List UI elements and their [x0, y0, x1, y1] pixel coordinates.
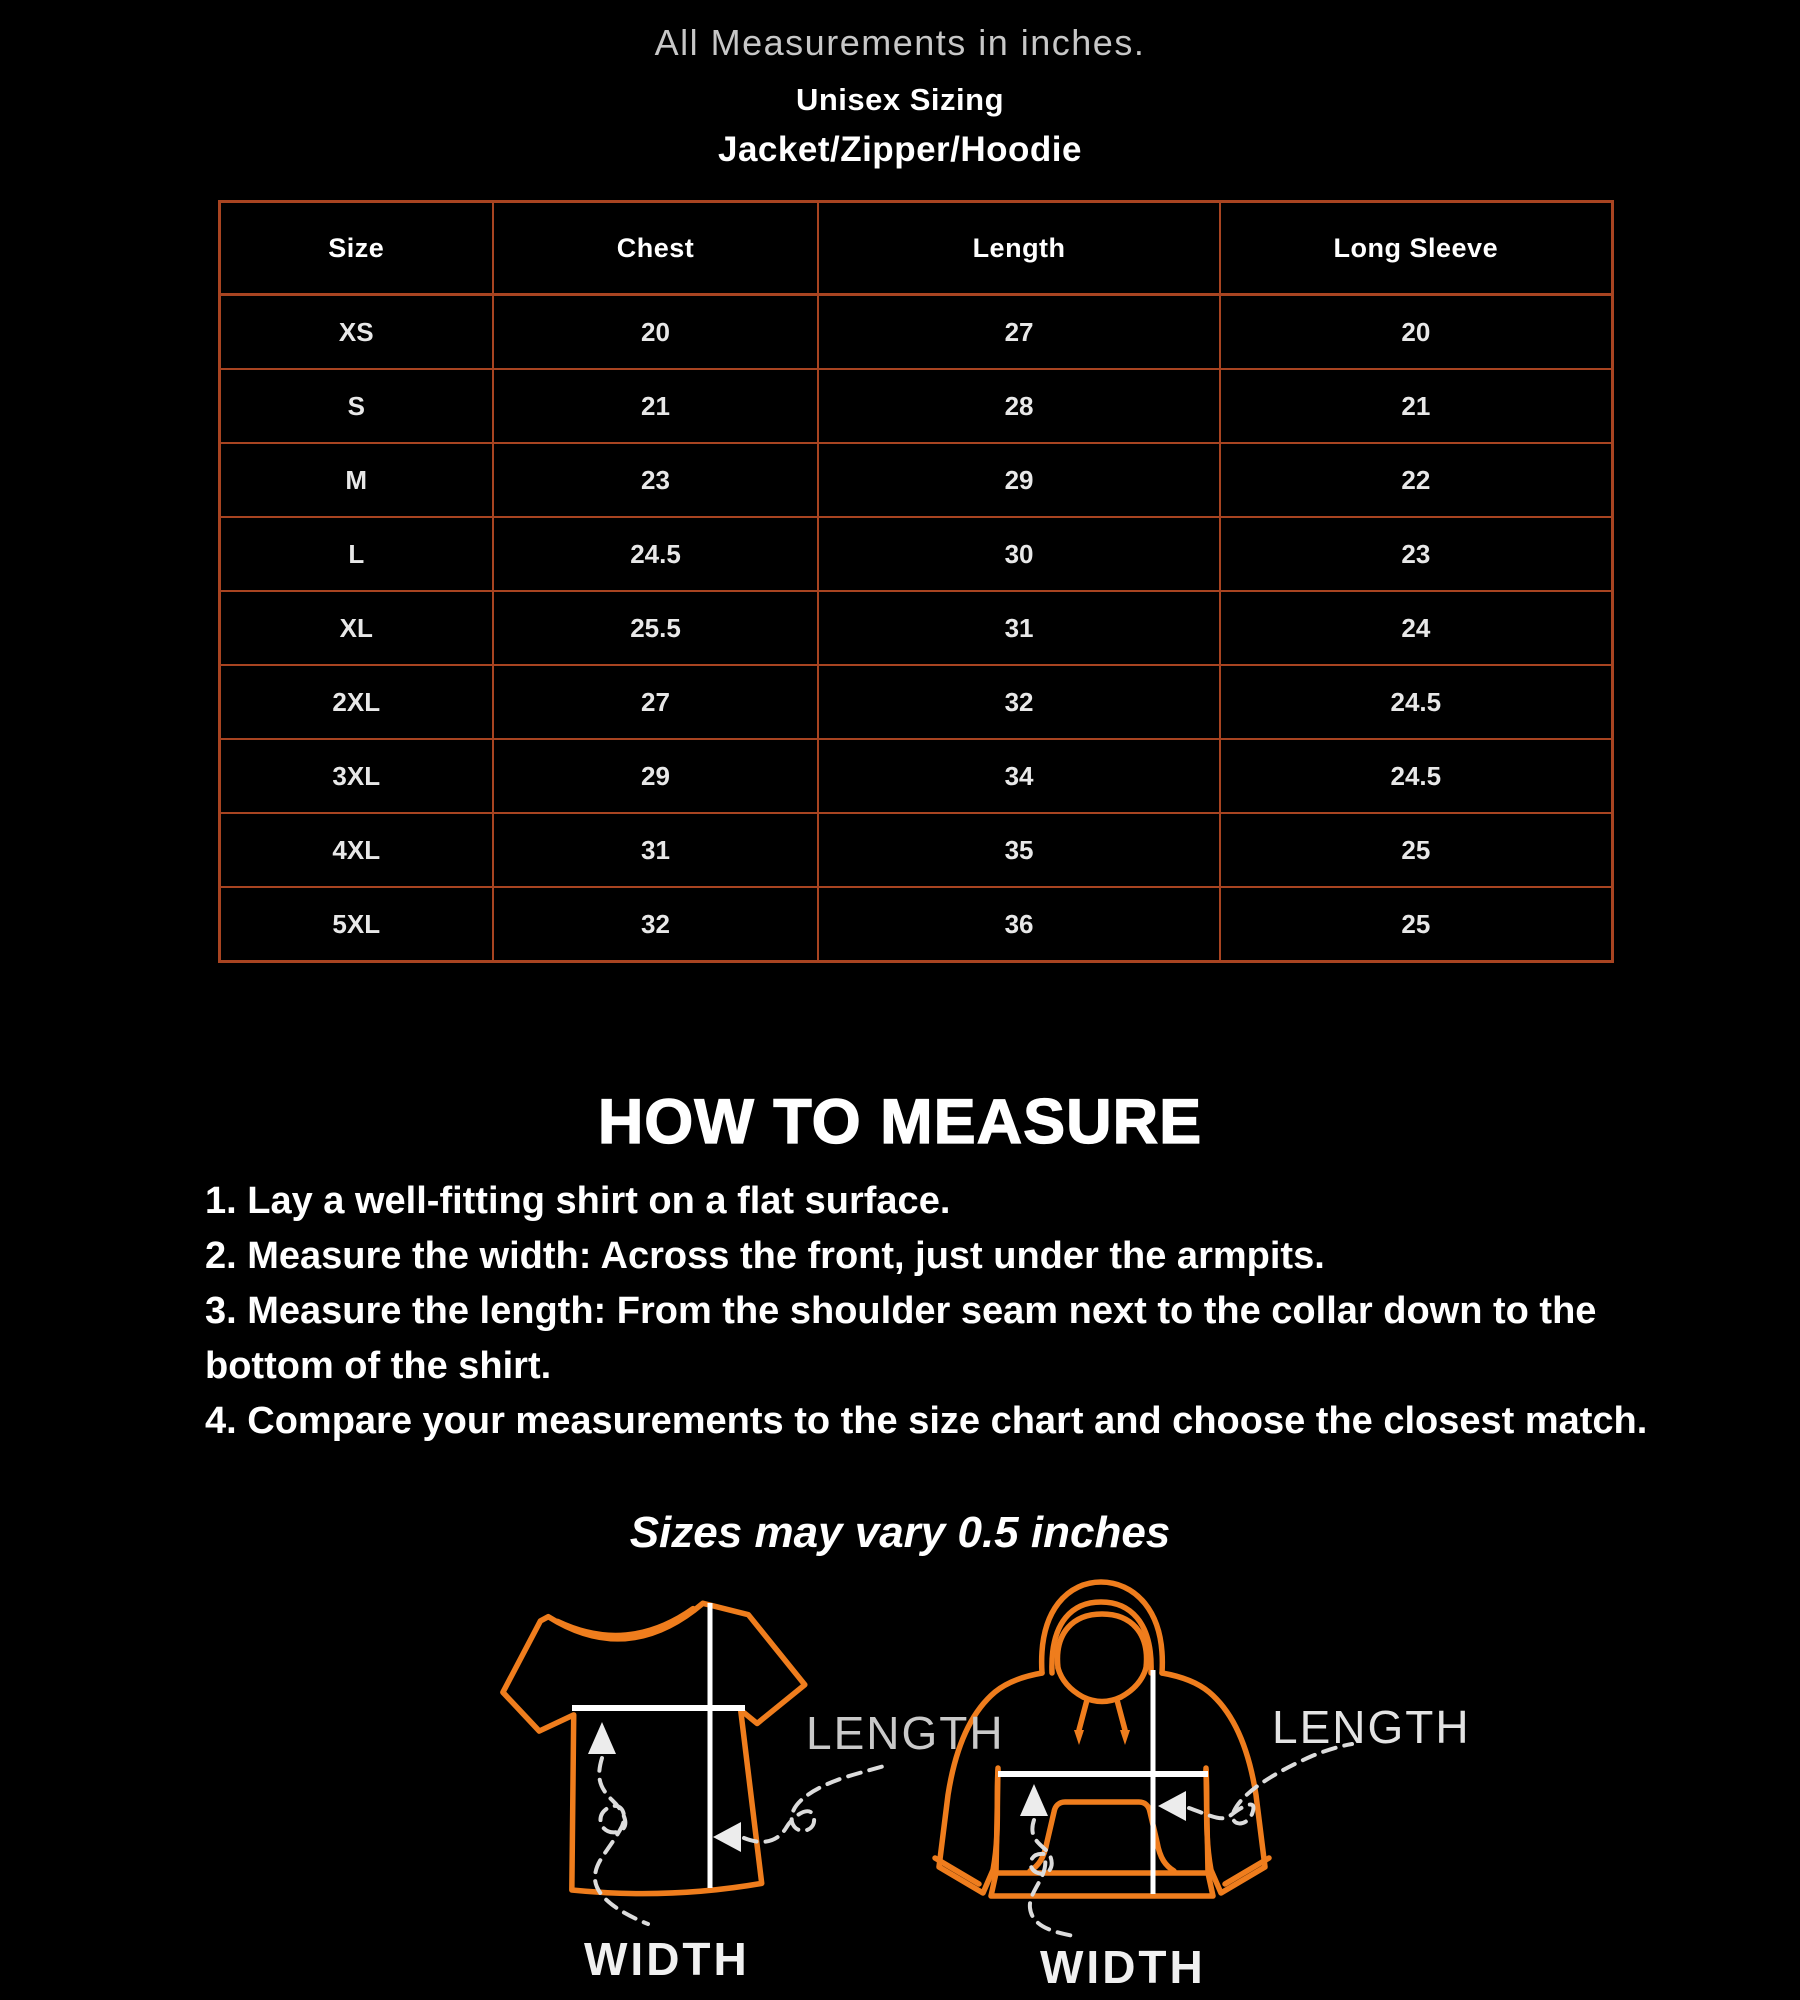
tshirt-length-arrow [713, 1766, 884, 1852]
hoodie-face-opening [1057, 1614, 1146, 1668]
hoodie-drawstring-left [1079, 1700, 1087, 1730]
size-table [218, 200, 1614, 963]
long-sleeve-cell: 20 [1220, 295, 1613, 370]
size-cell: S [220, 369, 493, 443]
table-row [220, 295, 1613, 370]
table-row [220, 591, 1613, 665]
size-cell: 3XL [220, 739, 493, 813]
table-row [220, 443, 1613, 517]
length-cell: 34 [818, 739, 1219, 813]
size-cell: XL [220, 591, 493, 665]
table-row [220, 369, 1613, 443]
tshirt-width-label: WIDTH [584, 1933, 750, 1985]
sizing-subtitle: Unisex Sizing [795, 82, 1005, 117]
hoodie-body-right [1206, 1768, 1208, 1873]
long-sleeve-cell: 23 [1220, 517, 1613, 591]
hoodie-width-arrow [1020, 1784, 1074, 1936]
chest-cell: 23 [493, 443, 819, 517]
measurements-note: All Measurements in inches. [654, 22, 1146, 63]
measure-step-4: 4. Compare your measurements to the size chart and choose the closest match. [205, 1400, 1648, 1442]
hoodie-collar-right [1121, 1668, 1146, 1697]
tshirt-length-label: LENGTH [806, 1707, 1005, 1759]
length-cell: 36 [818, 887, 1219, 962]
size-cell: 2XL [220, 665, 493, 739]
hoodie-drawstring-right [1117, 1700, 1125, 1730]
column-header-length: Length [818, 202, 1219, 295]
length-cell: 27 [818, 295, 1219, 370]
chest-cell: 24.5 [493, 517, 819, 591]
table-row [220, 665, 1613, 739]
hoodie-hem-band [991, 1873, 1213, 1896]
tshirt-outline-icon [500, 1600, 812, 1899]
product-title: Jacket/Zipper/Hoodie [718, 130, 1082, 169]
hoodie-body-left [996, 1768, 998, 1873]
chest-cell: 31 [493, 813, 819, 887]
size-cell: M [220, 443, 493, 517]
long-sleeve-cell: 24 [1220, 591, 1613, 665]
table-row [220, 813, 1613, 887]
table-row [220, 739, 1613, 813]
hoodie-right-sleeve [1162, 1673, 1265, 1893]
measure-step-3: 3. Measure the length: From the shoulder seam next to the collar down to the bottom of the shirt. [205, 1290, 1597, 1387]
column-header-size: Size [220, 202, 493, 295]
size-cell: 5XL [220, 887, 493, 962]
hoodie-collar-left [1058, 1668, 1083, 1697]
length-cell: 29 [818, 443, 1219, 517]
how-to-measure-heading: HOW TO MEASURE [597, 1087, 1203, 1157]
length-cell: 28 [818, 369, 1219, 443]
length-cell: 35 [818, 813, 1219, 887]
long-sleeve-cell: 24.5 [1220, 739, 1613, 813]
long-sleeve-cell: 22 [1220, 443, 1613, 517]
chest-cell: 21 [493, 369, 819, 443]
chest-cell: 27 [493, 665, 819, 739]
long-sleeve-cell: 25 [1220, 813, 1613, 887]
header-row [220, 202, 1613, 295]
long-sleeve-cell: 25 [1220, 887, 1613, 962]
column-header-long-sleeve: Long Sleeve [1220, 202, 1613, 295]
chest-cell: 20 [493, 295, 819, 370]
measure-step-1: 1. Lay a well-fitting shirt on a flat surface. [205, 1180, 951, 1222]
length-cell: 32 [818, 665, 1219, 739]
tshirt-body-outline [500, 1600, 812, 1899]
table-row [220, 887, 1613, 962]
hoodie-width-label: WIDTH [1040, 1941, 1206, 1993]
measure-steps [205, 1174, 1685, 1449]
variance-note: Sizes may vary 0.5 inches [629, 1508, 1171, 1557]
chest-cell: 29 [493, 739, 819, 813]
long-sleeve-cell: 24.5 [1220, 665, 1613, 739]
long-sleeve-cell: 21 [1220, 369, 1613, 443]
hoodie-aglet-left [1074, 1730, 1084, 1745]
table-row [220, 517, 1613, 591]
chest-cell: 25.5 [493, 591, 819, 665]
chest-cell: 32 [493, 887, 819, 962]
size-cell: L [220, 517, 493, 591]
size-cell: 4XL [220, 813, 493, 887]
hoodie-length-label: LENGTH [1272, 1701, 1471, 1753]
measure-step-2: 2. Measure the width: Across the front, just under the armpits. [205, 1235, 1325, 1277]
length-cell: 31 [818, 591, 1219, 665]
length-cell: 30 [818, 517, 1219, 591]
column-header-chest: Chest [493, 202, 819, 295]
size-cell: XS [220, 295, 493, 370]
hoodie-aglet-right [1120, 1730, 1130, 1745]
